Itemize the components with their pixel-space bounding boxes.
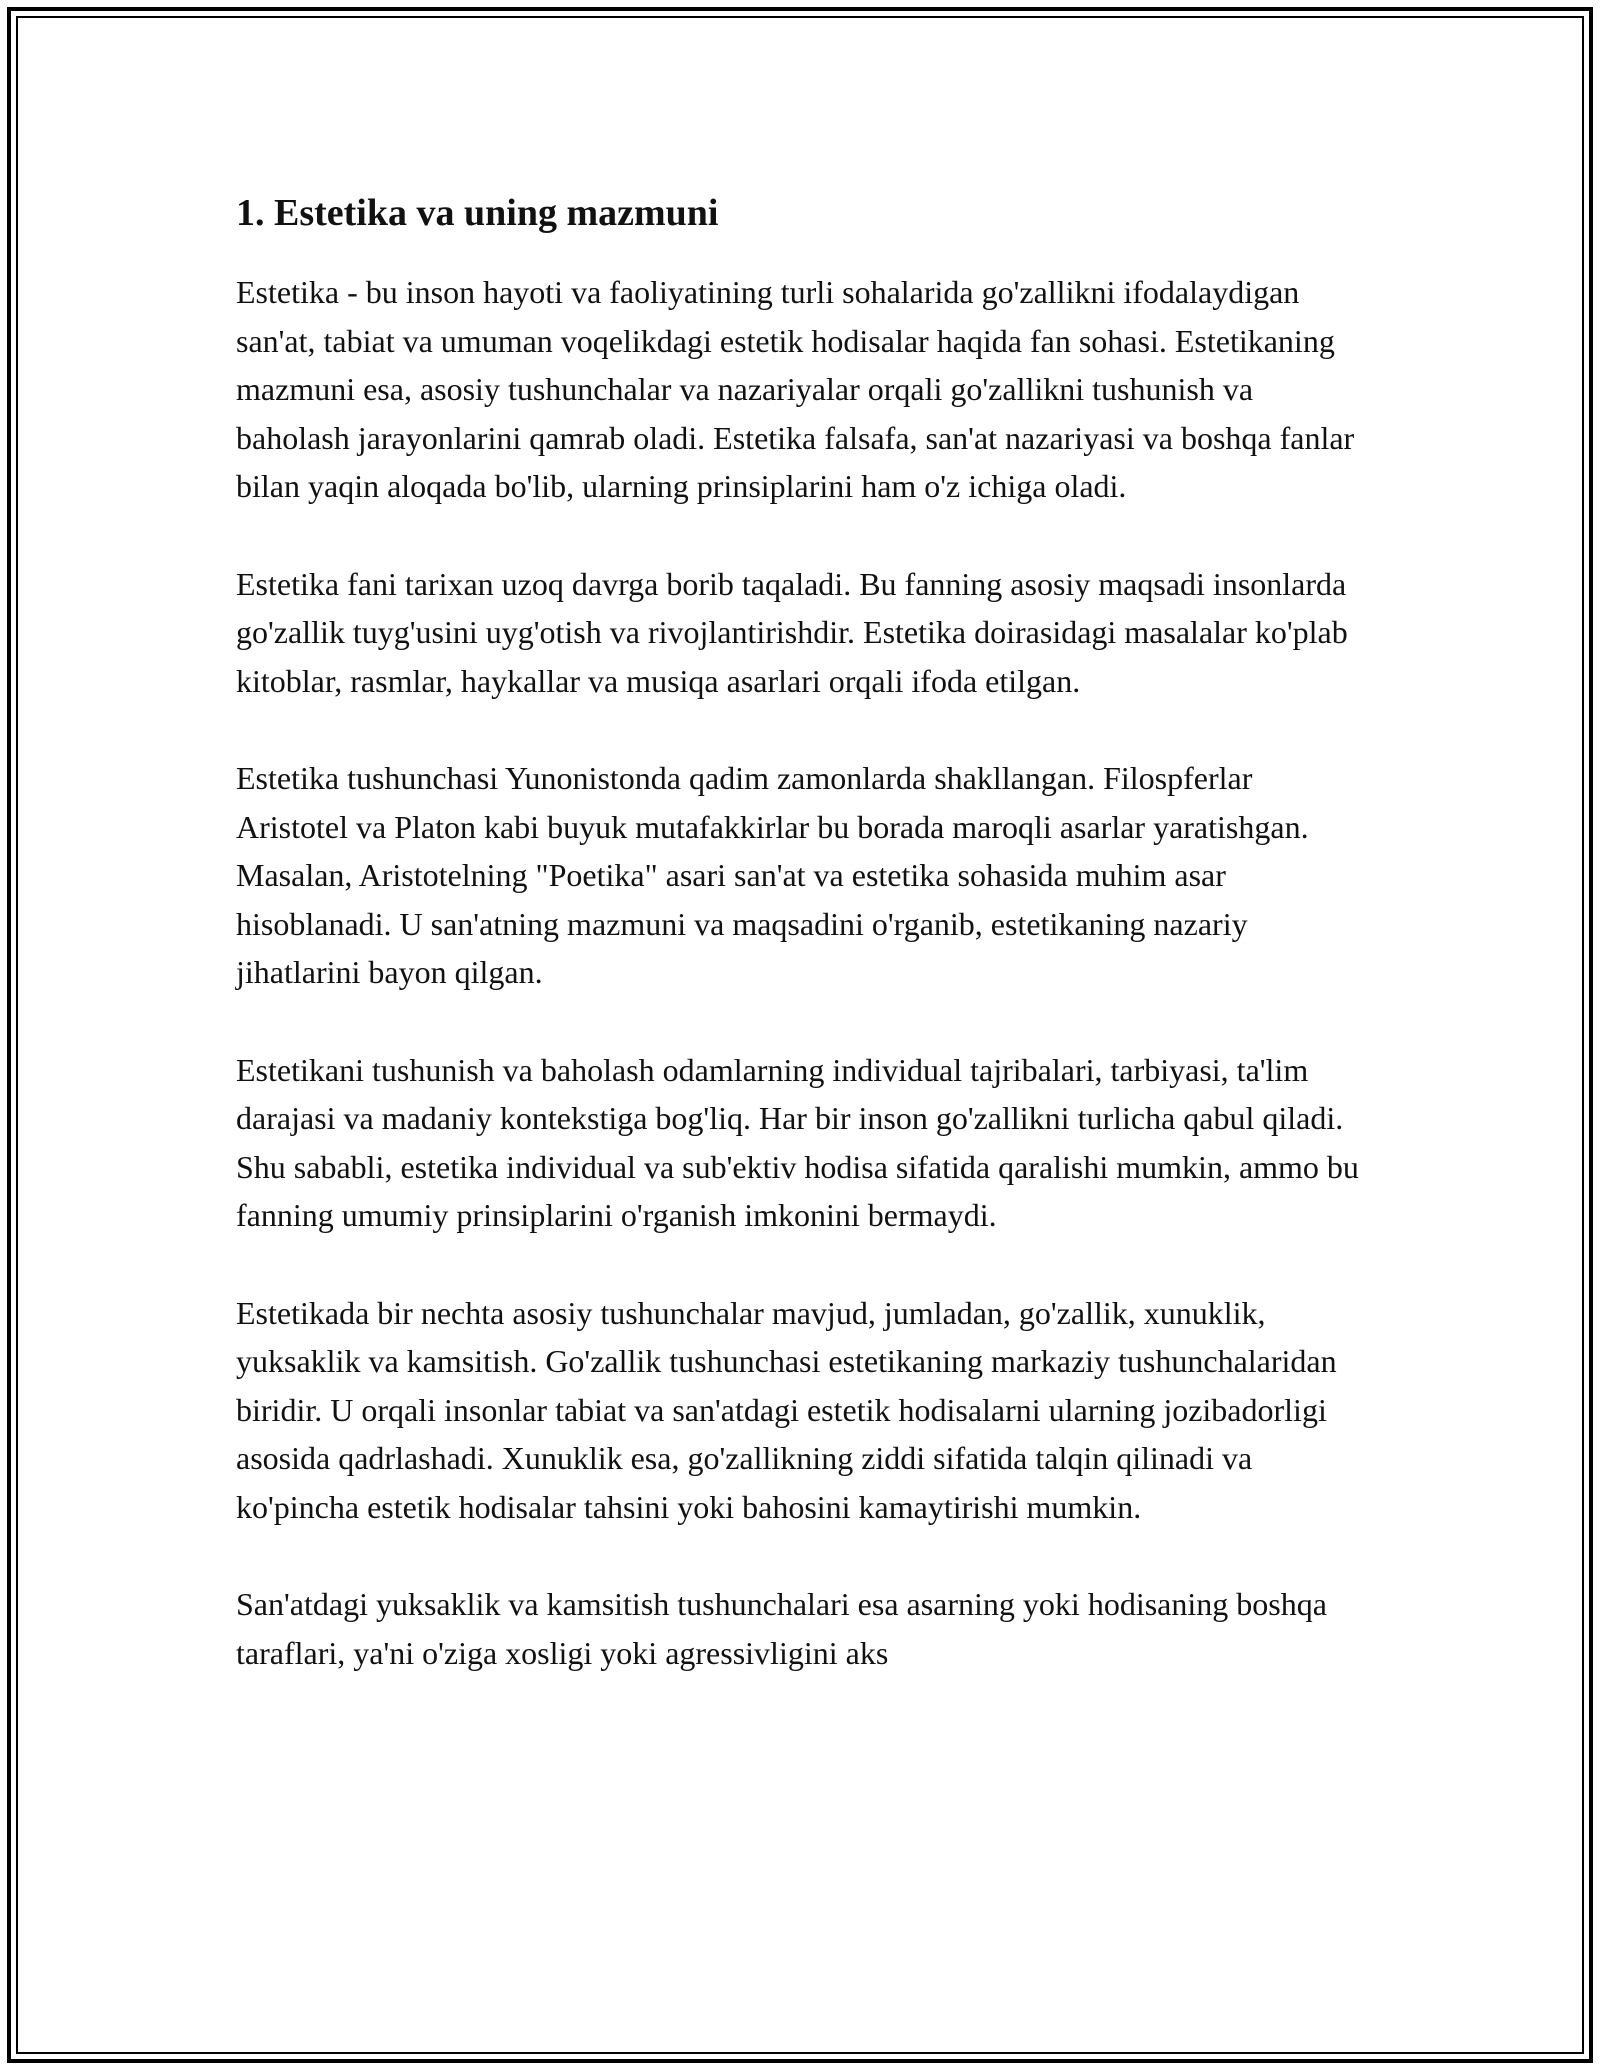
document-body	[236, 188, 1366, 1677]
paragraph-aesthetics-definition: Estetika - bu inson hayoti va faoliyatining turli sohalarida go'zallikni ifodalaydigan san'at, tabiat va umuman voqelikdagi estetik hodisalar haqida fan sohasi. Estetikaning mazmuni esa, asosiy tushunchalar va nazariyalar orqali go'zallikni tushunish va baholash jarayonlarini qamrab oladi. Estetika falsafa, san'at nazariyasi va boshqa fanlar bilan yaqin aloqada bo'lib, ularning prinsiplarini ham o'z ichiga oladi.	[236, 274, 1355, 504]
paragraph-history-purpose: Estetika fani tarixan uzoq davrga borib taqaladi. Bu fanning asosiy maqsadi insonlarda go'zallik tuyg'usini uyg'otish va rivojlantirishdir. Estetika doirasidagi masalalar ko'plab kitoblar, rasmlar, haykallar va musiqa asarlari orqali ifoda etilgan.	[236, 565, 1348, 699]
paragraph-understanding-evaluation: Estetikani tushunish va baholash odamlarning individual tajribalari, tarbiyasi, ta'lim darajasi va madaniy kontekstiga bog'liq. Har bir inson go'zallikni turlicha qabul qiladi. Shu sababli, estetika individual va sub'ektiv hodisa sifatida qaralishi mumkin, ammo bu fanning umumiy prinsiplarini o'rganish imkonini bermaydi.	[236, 1051, 1359, 1233]
paragraph-art-concepts: San'atdagi yuksaklik va kamsitish tushunchalari esa asarning yoki hodisaning boshqa taraflari, ya'ni o'ziga xosligi yoki agressivligini aks	[236, 1586, 1327, 1671]
paragraph-greek-origins: Estetika tushunchasi Yunonistonda qadim zamonlarda shakllangan. Filospferlar Aristotel va Platon kabi buyuk mutafakkirlar bu borada maroqli asarlar yaratishgan. Masalan, Aristotelning "Poetika" asari san'at va estetika sohasida muhim asar hisoblanadi. U san'atning mazmuni va maqsadini o'rganib, estetikaning nazariy jihatlarini bayon qilgan.	[236, 760, 1309, 990]
paragraph-core-concepts: Estetikada bir nechta asosiy tushunchalar mavjud, jumladan, go'zallik, xunuklik, yuksaklik va kamsitish. Go'zallik tushunchasi estetikaning markaziy tushunchalaridan biridir. U orqali insonlar tabiat va san'atdagi estetik hodisalarni ularning jozibadorligi asosida qadrlashadi. Xunuklik esa, go'zallikning ziddi sifatida talqin qilinadi va ko'pincha estetik hodisalar tahsini yoki bahosini kamaytirishi mumkin.	[236, 1294, 1337, 1525]
document-title: 1. Estetika va uning mazmuni	[236, 192, 719, 234]
